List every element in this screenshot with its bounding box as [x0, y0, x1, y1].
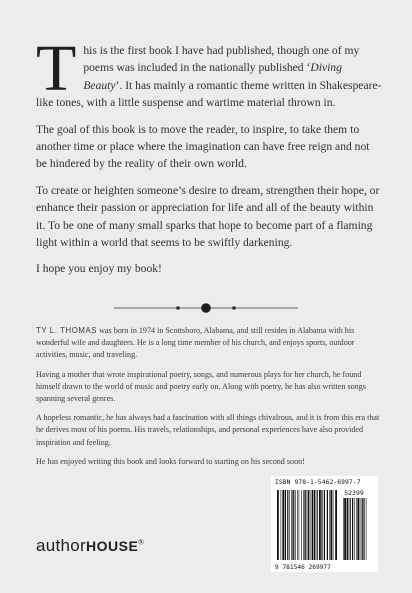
isbn-barcode	[271, 476, 378, 572]
barcode-bar	[354, 498, 355, 560]
barcode-bar	[363, 498, 364, 560]
barcode-bar	[319, 490, 321, 560]
barcode-bar	[324, 490, 325, 560]
barcode-bar	[350, 498, 351, 560]
barcode-bar	[321, 490, 322, 560]
barcode-bar	[312, 490, 313, 560]
barcode-bar	[329, 490, 330, 560]
main-barcode-bars	[277, 490, 337, 560]
bio-p1-text: was born in 1974 in Scottsboro, Alabama, and still resides in Alabama with his wonderful wife and daughters. He is a long time member of his church, and enjoys sports, outdoor activities, music, and traveling.	[36, 326, 355, 360]
intro-p1-text-a: his is the first book I have had published, though one of my poems was included in the nationally published ‘	[83, 44, 360, 75]
intro-section	[36, 32, 382, 287]
bio-paragraph-3: A hopeless romantic, he has always had a fascination with all things chivalrous, and it is from this era that he derives most of his poems. His travels, relationships, and personal experiences have also provided inspiration and feeling.	[36, 413, 380, 447]
barcode-bar	[356, 498, 357, 560]
addon-barcode-bars	[343, 498, 366, 560]
isbn-label: ISBN 978-1-5462-6997-7	[275, 479, 361, 486]
divider-dot-right	[232, 306, 236, 310]
author-name: TY L. THOMAS	[36, 326, 98, 335]
barcode-bar	[295, 490, 296, 560]
barcode-bar	[366, 498, 367, 560]
author-bio	[36, 325, 382, 468]
registered-mark: ®	[138, 539, 144, 547]
barcode-bar	[357, 498, 359, 560]
barcode-bar	[305, 490, 306, 560]
barcode-bar	[291, 490, 292, 560]
barcode-bar	[282, 490, 284, 560]
barcode-bar	[344, 498, 346, 560]
intro-p1-text-b: ’. It has mainly a romantic theme written in Shakespeare-like tones, with a little suspense and wartime material thrown in.	[36, 78, 382, 110]
bio-paragraph-4: He has enjoyed writing this book and looks forward to starting on his second soon!	[36, 456, 305, 466]
intro-paragraph-4: I hope you enjoy my book!	[36, 262, 162, 276]
barcode-bar	[289, 490, 290, 560]
barcode-bar	[287, 490, 288, 560]
barcode-digits: 9 781546 269977	[275, 564, 331, 571]
logo-lower: author	[36, 536, 87, 555]
barcode-bar	[330, 490, 332, 560]
barcode-bar	[352, 498, 353, 560]
barcode-bar	[327, 490, 328, 560]
barcode-bar	[317, 490, 318, 560]
book-title-reference: Diving Beauty	[83, 61, 342, 92]
barcode-graphic	[271, 476, 378, 572]
barcode-bar	[281, 490, 282, 560]
barcode-bar	[343, 498, 344, 560]
barcode-bar	[347, 498, 349, 560]
intro-paragraph-1	[36, 32, 382, 112]
divider-dot-left	[176, 306, 180, 310]
barcode-bar	[293, 490, 294, 560]
barcode-bar	[299, 490, 300, 560]
barcode-bar	[360, 498, 361, 560]
price-code: 52399	[344, 489, 364, 497]
ornament-divider	[114, 301, 298, 315]
barcode-bar	[308, 490, 310, 560]
barcode-bar	[333, 490, 334, 560]
bio-paragraph-2: Having a mother that wrote inspirational poetry, songs, and numerous plays for her church, he found himself drawn to the world of music and poetry early on. Along with poetry, he has also written songs spanning several genres.	[36, 369, 366, 404]
drop-cap: T	[36, 32, 77, 105]
barcode-bar	[311, 490, 312, 560]
bio-paragraph-1	[36, 325, 382, 362]
barcode-bar	[277, 490, 279, 560]
barcode-bar	[314, 490, 316, 560]
barcode-bar	[303, 490, 304, 560]
intro-paragraph-2: The goal of this book is to move the reader, to inspire, to take them to another time or place where the imagination can have free reign and not be hindered by the reality of their own world.	[36, 122, 370, 171]
divider-dot-center	[201, 303, 211, 313]
intro-paragraph-3: To create or heighten someone’s desire to dream, strengthen their hope, or enhance their passion or appreciation for life and all of the beauty within it. To be one of many small sparks that hope to become part of a flaming light within a world that seems to be swiftly darkening.	[36, 183, 380, 250]
barcode-bar	[362, 498, 363, 560]
publisher-logo	[36, 536, 144, 556]
barcode-bar	[297, 490, 298, 560]
barcode-bar	[335, 490, 337, 560]
barcode-bar	[285, 490, 286, 560]
logo-upper: HOUSE	[86, 538, 139, 554]
barcode-bar	[301, 490, 302, 560]
